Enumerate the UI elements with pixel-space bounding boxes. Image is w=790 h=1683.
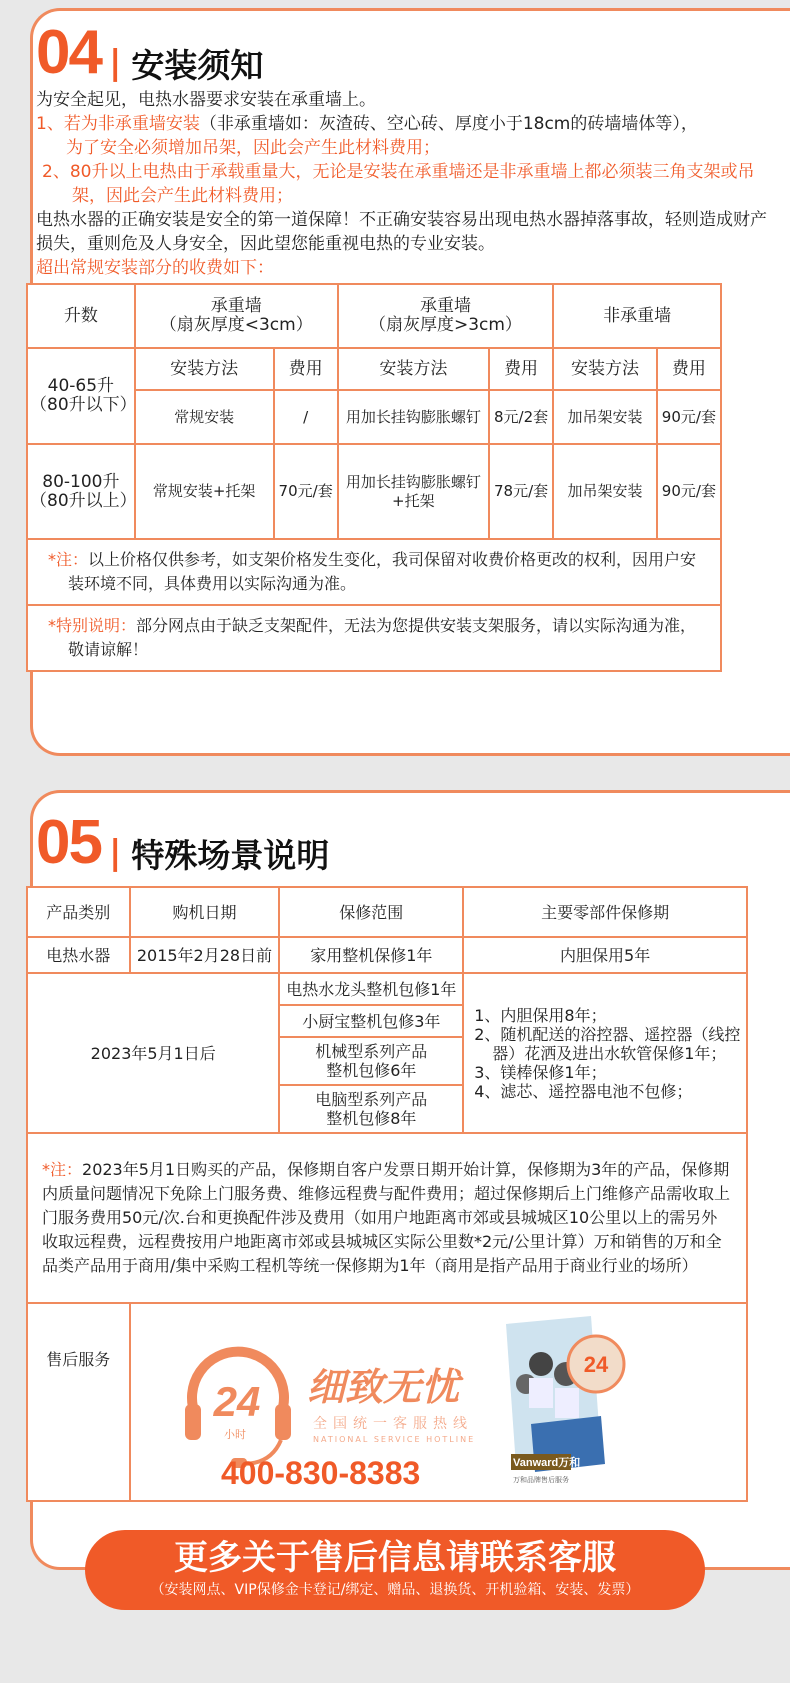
brand-logo: Vanward万和	[512, 1457, 580, 1469]
row1-label: 40-65升 （80升以下）	[27, 348, 135, 444]
header-parts: 主要零部件保修期	[463, 887, 747, 937]
title-divider: |	[108, 833, 122, 873]
table-cell: 家用整机保修1年	[279, 937, 463, 973]
scope-item: 机械型系列产品 整机包修6年	[279, 1037, 463, 1085]
point-1-cont: 为了安全必须增加吊架，因此会产生此材料费用；	[66, 138, 440, 158]
table-cell: 加吊架安装	[553, 444, 657, 539]
row2-label: 80-100升 （80升以上）	[27, 444, 135, 539]
banner-main: 更多关于售后信息请联系客服	[174, 1538, 616, 1578]
table-cell: 78元/套	[489, 444, 553, 539]
logo-hour: 小时	[223, 1428, 246, 1441]
table-cell: 常规安装	[135, 390, 274, 444]
header-date: 购机日期	[130, 887, 280, 937]
date-after: 2023年5月1日后	[27, 973, 279, 1133]
header-scope: 保修范围	[279, 887, 463, 937]
header-category: 产品类别	[27, 887, 130, 937]
point-1: 1、若为非承重墙安装（非承重墙如：灰渣砖、空心砖、厚度小于18cm的砖墙墙体等），	[36, 114, 698, 134]
table-cell: /	[274, 390, 338, 444]
section-number: 04	[36, 18, 101, 87]
photo-24-badge: 24	[583, 1352, 608, 1377]
scope-item: 电脑型系列产品 整机包修8年	[279, 1085, 463, 1133]
logo-slogan: 细致无忧	[306, 1365, 459, 1409]
section-number: 05	[36, 808, 101, 877]
warranty-note: *注：2023年5月1日购买的产品，保修期自客户发票日期开始计算，保修期为3年的产品，保修期内质量问题情况下免除上门服务费、维修远程费与配件费用；超过保修期后上门维修产品需收取上门服务费用50元/次.台和更换配件涉及费用（如用户地距离市郊或县城城区10公里以上的需另外收取远程费，远程费按用户地距离市郊或县城城区实际公里数*2元/公里计算）万和销售的万和全品类产品用于商用/集中采购工程机等统一保修期为1年（商用是指产品用于商业行业的场所）	[27, 1133, 747, 1303]
header-liters: 升数	[27, 284, 135, 348]
price-note: *注：以上价格仅供参考，如支架价格发生变化，我司保留对收费价格更改的权利，因用户安装环境不同，具体费用以实际沟通为准。	[27, 539, 721, 605]
fee-header: 费用	[489, 348, 553, 390]
fee-header: 费用	[274, 348, 338, 390]
install-intro	[36, 88, 776, 280]
section4-header	[36, 18, 264, 87]
hotline-logo	[131, 1304, 717, 1500]
fee-header: 费用	[657, 348, 721, 390]
table-cell: 用加长挂钩膨胀螺钉	[338, 390, 489, 444]
table-cell: 常规安装+托架	[135, 444, 274, 539]
table-cell: 70元/套	[274, 444, 338, 539]
method-header: 安装方法	[135, 348, 274, 390]
service-banner	[130, 1303, 747, 1501]
scope-item: 电热水龙头整机包修1年	[279, 973, 463, 1005]
fee-intro: 超出常规安装部分的收费如下：	[36, 258, 274, 278]
table-cell: 内胆保用5年	[463, 937, 747, 973]
hotline-en: NATIONAL SERVICE HOTLINE	[312, 1435, 475, 1444]
logo-24: 24	[213, 1378, 260, 1425]
hotline-cn: 全国统一客服热线	[312, 1416, 473, 1432]
title-divider: |	[108, 43, 122, 83]
header-wall-thick: 承重墙 （扇灰厚度>3cm）	[338, 284, 553, 348]
intro-line: 为安全起见，电热水器要求安装在承重墙上。	[36, 90, 376, 110]
table-cell: 电热水器	[27, 937, 130, 973]
brand-sub: 万和品牌售后服务	[512, 1476, 569, 1484]
warranty-table	[26, 886, 748, 1502]
section-title: 安装须知	[131, 46, 264, 85]
method-header: 安装方法	[553, 348, 657, 390]
banner-sub: （安装网点、VIP保修金卡登记/绑定、赠品、退换货、开机验箱、安装、发票）	[150, 1582, 640, 1598]
hotline-phone: 400-830-8383	[220, 1455, 420, 1491]
header-non-bearing: 非承重墙	[553, 284, 721, 348]
point-2: 2、80升以上电热由于承载重量大，无论是安装在承重墙还是非承重墙上都必须装三角支架或吊架，因此会产生此材料费用；	[42, 162, 755, 206]
table-cell: 8元/2套	[489, 390, 553, 444]
table-cell: 90元/套	[657, 390, 721, 444]
contact-service-banner[interactable]	[85, 1530, 705, 1610]
table-cell: 加吊架安装	[553, 390, 657, 444]
install-paragraph: 电热水器的正确安装是安全的第一道保障！不正确安装容易出现电热水器掉落事故，轻则造成财产损失，重则危及人身安全，因此望您能重视电热的专业安装。	[36, 210, 767, 254]
install-fee-table	[26, 283, 722, 672]
table-cell: 2015年2月28日前	[130, 937, 280, 973]
section-title: 特殊场景说明	[131, 836, 330, 875]
section5-header	[36, 808, 330, 877]
header-wall-thin: 承重墙 （扇灰厚度<3cm）	[135, 284, 338, 348]
method-header: 安装方法	[338, 348, 489, 390]
service-label: 售后服务	[27, 1303, 130, 1501]
special-note: *特别说明：部分网点由于缺乏支架配件，无法为您提供安装支架服务，请以实际沟通为准，敬请谅解！	[27, 605, 721, 671]
service-photo	[506, 1316, 624, 1484]
table-cell: 用加长挂钩膨胀螺钉 +托架	[338, 444, 489, 539]
parts-list: 1、内胆保用8年； 2、随机配送的浴控器、遥控器（线控器）花洒及进出水软管保修1年； 3、镁棒保修1年； 4、滤芯、遥控器电池不包修；	[463, 973, 747, 1133]
table-cell: 90元/套	[657, 444, 721, 539]
scope-item: 小厨宝整机包修3年	[279, 1005, 463, 1037]
